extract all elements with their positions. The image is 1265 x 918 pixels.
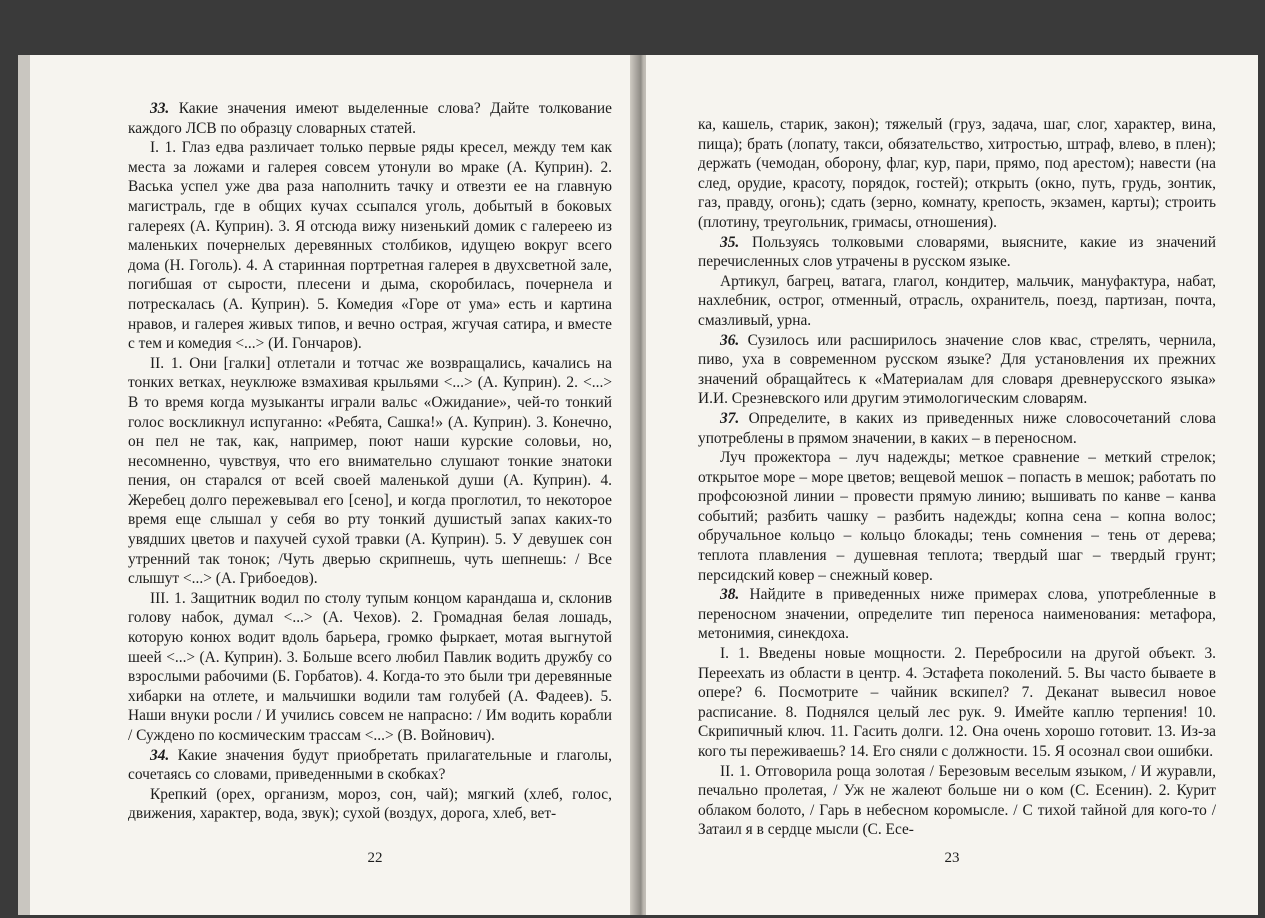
paragraph-text: I. 1. Глаз едва различает только первые ряды кресел, между тем как места за ложами и галерея совсем утонули во мраке (А. Куприн). 2. Васька успел уже два раза наполнить тачку и отвезти ее на главную магистраль, где в общих кучах ссыпался уголь, добытый в боковых галереях (А. Куприн). 3. Я отсюда вижу низенький домик с галереею из маленьких почернелых деревянных столбиков, идущею вокруг всего дома (Н. Гоголь). 4. А старинная портретная галерея в двухсветной зале, погибшая от сырости, плесени и дыма, скоробилась, почернела и потрескалась (А. Куприн). 5. Комедия «Горе от ума» есть и картина нравов, и галерея живых типов, и вечно острая, жгучая сатира, и вместе с тем и комедия <...> (И. Гончаров). [128,139,612,353]
paragraph-text: Крепкий (орех, организм, мороз, сон, чай); мягкий (хлеб, голос, движения, характер, вода, звук); сухой (воздух, дорога, хлеб, вет- [128,785,612,823]
paragraph-text: Сузилось или расширилось значение слов квас, стрелять, чернила, пиво, уха в современном русском языке? Для установления их прежних значений обращайтесь к «Материалам для словаря древнерусского языка» И.И. Срезневского или другим этимологическим словарям. [698,331,1216,408]
paragraph-text: Какие значения будут приобретать прилагательные и глаголы, сочетаясь со словами, приведенными в скобках? [128,746,612,784]
exercise-number: 35. [720,233,740,251]
exercise-number: 37. [720,409,740,427]
paragraph-text: Луч прожектора – луч надежды; меткое сравнение – меткий стрелок; открытое море – море цветов; вещевой мешок – попасть в мешок; работать по профсоюзной линии – провести прямую линию; вышивать по канве – канва событий; разбить чашку – разбить надежды; копна сена – копна волос; обручальное кольцо – кольцо блокады; тень сомнения – тень от дерева; теплота плавления – душевная теплота; твердый шаг – твердый грунт; персидский ковер – снежный ковер. [698,449,1216,584]
paragraph [128,138,612,354]
book-spread [18,55,1258,915]
paragraph [128,99,612,138]
paragraph [698,331,1216,409]
right-page-text [698,115,1216,840]
paragraph-text: II. 1. Отговорила роща золотая / Березовым веселым языком, / И журавли, печально пролетая, / Уж не жалеют больше ни о ком (С. Есенин). 2. Курит облаком болото, / Гарь в небесном коромысле. / С тихой тайной для кого-то / Затаил я в сердце мысли (С. Есе- [698,762,1216,839]
paragraph [128,589,612,746]
paragraph-text: II. 1. Они [галки] отлетали и тотчас же возвращались, качались на тонких ветках, неуклюже взмахивая крыльями <...> (А. Куприн). 2. <...> В то время когда музыканты играли вальс «Ожидание», чей-то тонкий голос воскликнул испуганно: «Ребята, Сашка!» (А. Куприн). 3. Конечно, он пел не так, как, например, поют наши курские соловьи, но, несомненно, чувствуя, что его внимательно слушают тонкие знатоки пения, он старался от всей своей маленькой души (А. Куприн). 4. Жеребец долго пережевывал его [сено], и когда проглотил, то некоторое время еще слышал у себя во рту тонкий душистый запах каких-то увядших цветов и пахучей сухой травки (А. Куприн). 5. У девушек сон утренний так тонок; /Чуть дверью скрипнешь, чуть шепнешь: / Все слышут <...> (А. Грибоедов). [128,354,612,588]
paragraph [698,409,1216,448]
paragraph [698,115,1216,233]
right-page-number: 23 [944,850,960,866]
left-page [18,55,640,915]
exercise-number: 33. [150,100,170,117]
paragraph-text: III. 1. Защитник водил по столу тупым концом карандаша и, склонив голову набок, думал <...> (А. Чехов). 2. Громадная белая лошадь, которую конюх водит вдоль барьера, громко фыркает, мотая выгнутой шеей <...> (А. Куприн). 3. Больше всего любил Павлик водить дружбу со взрослыми рабочими (Б. Горбатов). 4. Когда-то это были три деревянные хибарки на отлете, и мальчишки водили там голубей (А. Фадеев). 5. Наши внуки росли / И учились совсем не напрасно: / Им водить корабли / Суждено по космическим трассам <...> (В. Войнович). [128,589,612,744]
right-page [646,55,1258,915]
paragraph-text: Определите, в каких из приведенных ниже словосочетаний слова употреблены в прямом значении, в каких – в переносном. [698,409,1216,447]
paragraph-text: Артикул, багрец, ватага, глагол, кондитер, мальчик, мануфактура, набат, нахлебник, острог, отменный, отрасль, охранитель, поезд, партизан, почта, смазливый, урна. [698,272,1216,329]
paragraph-text: Пользуясь толковыми словарями, выясните, какие из значений перечисленных слов утрачены в русском языке. [698,233,1216,271]
left-page-text [128,99,612,824]
paragraph-text: Какие значения имеют выделенные слова? Дайте толкование каждого ЛСВ по образцу словарных статей. [128,100,612,137]
exercise-number: 36. [720,331,740,349]
paragraph [698,233,1216,272]
paragraph [698,272,1216,331]
exercise-number: 34. [150,746,170,764]
paragraph-text: Найдите в приведенных ниже примерах слова, употребленные в переносном значении, определите тип переноса наименования: метафора, метонимия, синекдоха. [698,586,1216,643]
paragraph [698,762,1216,840]
paragraph-text: I. 1. Введены новые мощности. 2. Перебросили на другой объект. 3. Переехать из области в центр. 4. Эстафета поколений. 5. Вы часто бываете в опере? 6. Посмотрите – чайник вскипел? 7. Деканат вывесил новое расписание. 8. Поднялся целый лес рук. 9. Имейте каплю терпения! 10. Скрипичный ключ. 11. Гасить долги. 12. Она очень хорошо готовит. 13. Из-за кого ты переживаешь? 14. Его сняли с должности. 15. Я осознал свои ошибки. [698,645,1216,760]
left-page-number: 22 [367,850,383,866]
paragraph [128,746,612,785]
paragraph-text: ка, кашель, старик, закон); тяжелый (груз, задача, шаг, слог, характер, вина, пища); брать (лопату, такси, обязательство, хитростью, штраф, влево, в плен); держать (чемодан, оборону, флаг, кур, пари, прямо, под арестом); навести (на след, орудие, красоту, порядок, гостей); открыть (окно, путь, грудь, зонтик, газ, правду, огонь); сдать (зерно, комнату, крепость, экзамен, карты); строить (плотину, треугольник, гримасы, отношения). [698,116,1216,231]
paragraph [698,585,1216,644]
paragraph [128,785,612,824]
paragraph [128,354,612,589]
paragraph [698,448,1216,585]
paragraph [698,644,1216,762]
exercise-number: 38. [720,586,740,604]
